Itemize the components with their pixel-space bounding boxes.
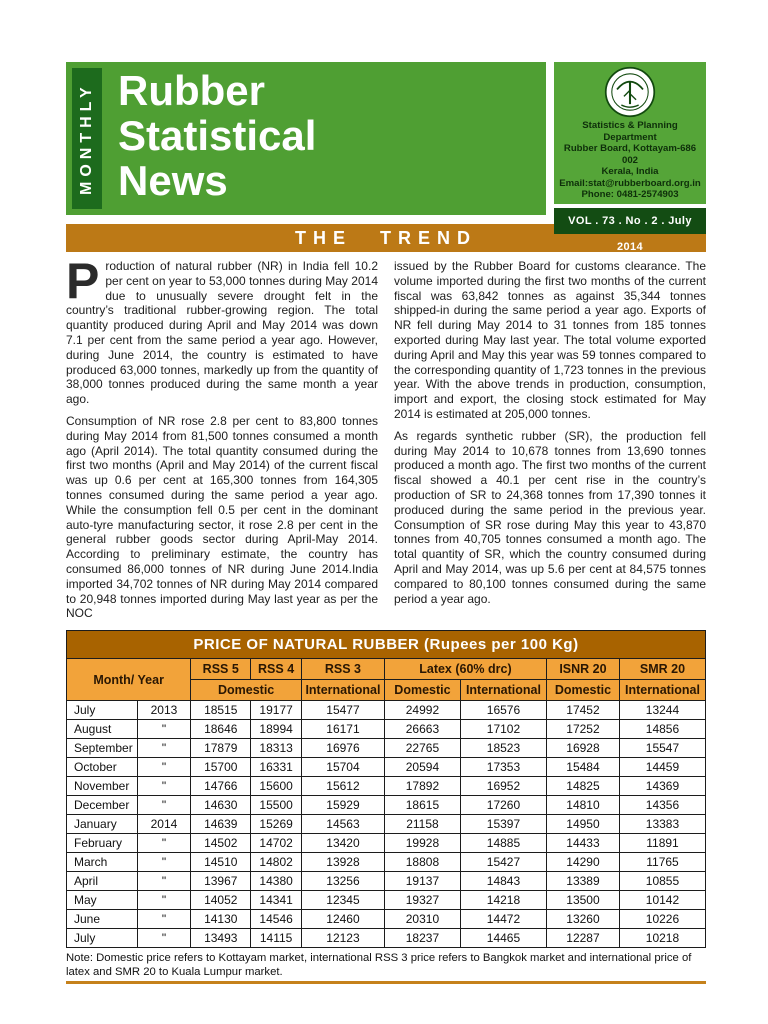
price-table-body bbox=[67, 701, 706, 948]
month-cell: August bbox=[67, 720, 138, 739]
table-row bbox=[67, 739, 706, 758]
price-cell: 12123 bbox=[301, 929, 384, 948]
month-cell: September bbox=[67, 739, 138, 758]
price-cell: 13383 bbox=[619, 815, 705, 834]
price-cell: 16331 bbox=[251, 758, 302, 777]
price-cell: 19327 bbox=[384, 891, 460, 910]
month-cell: June bbox=[67, 910, 138, 929]
price-cell: 13260 bbox=[546, 910, 619, 929]
price-cell: 17892 bbox=[384, 777, 460, 796]
paragraph-text: roduction of natural rubber (NR) in India fell 10.2 per cent on year to 53,000 tonnes during May 2014 due to unusually severe drought felt in the country’s traditional rubber-growing region. The total quantity produced during April and May 2014 was down 7.1 per cent from the same period a year ago. However, during June 2014, the country is estimated to have produced 63,000 tonnes, markedly up from the quantity of 38,000 tonnes produced during the same month a year ago. bbox=[66, 259, 378, 407]
col-header-month-year: Month/ Year bbox=[67, 659, 191, 701]
title-line-1: Rubber bbox=[118, 67, 265, 114]
dropcap-letter: P bbox=[66, 253, 100, 309]
year-cell: " bbox=[137, 872, 191, 891]
col-header-rss5: RSS 5 bbox=[191, 659, 251, 680]
dept-line-1: Statistics & Planning Department bbox=[582, 120, 678, 143]
table-row bbox=[67, 910, 706, 929]
price-cell: 16952 bbox=[460, 777, 546, 796]
year-cell: " bbox=[137, 758, 191, 777]
table-row bbox=[67, 701, 706, 720]
price-cell: 14502 bbox=[191, 834, 251, 853]
price-cell: 12345 bbox=[301, 891, 384, 910]
price-cell: 13244 bbox=[619, 701, 705, 720]
price-cell: 15600 bbox=[251, 777, 302, 796]
table-row bbox=[67, 929, 706, 948]
price-cell: 15269 bbox=[251, 815, 302, 834]
paragraph: issued by the Rubber Board for customs clearance. The volume imported during the first two months of the current fiscal was 63,842 tonnes as against 35,344 tonnes shipped-in during the same period a year ago. Exports of NR fell during May 2014 to 31 tonnes from 185 tonnes exported during May last year. The total volume exported during April and May this year was 59 tonnes compared to the corresponding quantity of 1,723 tonnes in the previous year. With the above trends in production, consumption, import and export, the closing stock estimated for May 2014 is estimated at 205,000 tonnes. bbox=[394, 259, 706, 421]
year-cell: " bbox=[137, 853, 191, 872]
table-note: Note: Domestic price refers to Kottayam market, international RSS 3 price refers to Bangkok market and international price of latex and SMR 20 to Kuala Lumpur market. bbox=[66, 952, 692, 978]
price-cell: 18523 bbox=[460, 739, 546, 758]
trend-column-right bbox=[394, 259, 706, 628]
sub-header-international: International bbox=[619, 680, 705, 701]
newsletter-title bbox=[102, 68, 316, 209]
price-cell: 14950 bbox=[546, 815, 619, 834]
price-cell: 17353 bbox=[460, 758, 546, 777]
price-cell: 13420 bbox=[301, 834, 384, 853]
price-cell: 14459 bbox=[619, 758, 705, 777]
col-header-latex: Latex (60% drc) bbox=[384, 659, 546, 680]
price-cell: 20594 bbox=[384, 758, 460, 777]
sub-header-international: International bbox=[301, 680, 384, 701]
title-line-2: Statistical bbox=[118, 111, 317, 159]
price-cell: 14825 bbox=[546, 777, 619, 796]
paragraph: As regards synthetic rubber (SR), the production fell during May 2014 to 10,678 tonnes from 13,690 tonnes produced a month ago. The first two months of the current fiscal showed a 40.1 per cent rise in the country’s production of SR to 24,368 tonnes from 17,390 tonnes it produced during the same period in the previous year. Consumption of SR rose during May this year to 43,870 tonnes from 40,705 tonnes consumed a month ago. The total quantity of SR, which the country consumed during April and May 2014, was up 5.6 per cent at 84,575 tonnes compared to 80,100 tonnes consumed during the same period a year ago. bbox=[394, 428, 706, 606]
volume-bar: VOL . 73 . No . 2 . July 2014 bbox=[554, 208, 706, 234]
price-cell: 14810 bbox=[546, 796, 619, 815]
price-cell: 19928 bbox=[384, 834, 460, 853]
dept-line-4: Email:stat@rubberboard.org.in bbox=[559, 177, 701, 189]
dept-line-5: Phone: 0481-2574903 bbox=[581, 189, 679, 200]
monthly-label: MONTHLY bbox=[72, 68, 102, 209]
price-cell: 15929 bbox=[301, 796, 384, 815]
price-cell: 15427 bbox=[460, 853, 546, 872]
price-cell: 14472 bbox=[460, 910, 546, 929]
month-cell: February bbox=[67, 834, 138, 853]
price-cell: 14563 bbox=[301, 815, 384, 834]
price-cell: 22765 bbox=[384, 739, 460, 758]
col-header-rss3: RSS 3 bbox=[301, 659, 384, 680]
price-cell: 14630 bbox=[191, 796, 251, 815]
paragraph bbox=[66, 253, 378, 407]
price-cell: 18313 bbox=[251, 739, 302, 758]
price-cell: 14341 bbox=[251, 891, 302, 910]
trend-body bbox=[66, 253, 706, 628]
masthead-banner bbox=[66, 62, 546, 215]
table-row bbox=[67, 872, 706, 891]
price-cell: 14546 bbox=[251, 910, 302, 929]
price-cell: 14290 bbox=[546, 853, 619, 872]
price-cell: 19137 bbox=[384, 872, 460, 891]
price-cell: 14380 bbox=[251, 872, 302, 891]
col-header-isnr20: ISNR 20 bbox=[546, 659, 619, 680]
price-cell: 14433 bbox=[546, 834, 619, 853]
sub-header-domestic: Domestic bbox=[546, 680, 619, 701]
price-cell: 10855 bbox=[619, 872, 705, 891]
month-cell: July bbox=[67, 701, 138, 720]
table-row bbox=[67, 796, 706, 815]
price-cell: 14702 bbox=[251, 834, 302, 853]
price-cell: 14885 bbox=[460, 834, 546, 853]
price-cell: 18237 bbox=[384, 929, 460, 948]
price-cell: 14218 bbox=[460, 891, 546, 910]
dept-line-2: Rubber Board, Kottayam-686 002 bbox=[563, 143, 697, 166]
price-cell: 11891 bbox=[619, 834, 705, 853]
price-cell: 17252 bbox=[546, 720, 619, 739]
sub-header-international: International bbox=[460, 680, 546, 701]
year-cell: 2013 bbox=[137, 701, 191, 720]
price-cell: 14130 bbox=[191, 910, 251, 929]
price-cell: 14510 bbox=[191, 853, 251, 872]
month-cell: March bbox=[67, 853, 138, 872]
table-row bbox=[67, 853, 706, 872]
price-cell: 14766 bbox=[191, 777, 251, 796]
month-cell: July bbox=[67, 929, 138, 948]
table-row bbox=[67, 834, 706, 853]
price-cell: 15397 bbox=[460, 815, 546, 834]
price-cell: 10142 bbox=[619, 891, 705, 910]
price-cell: 10226 bbox=[619, 910, 705, 929]
price-cell: 21158 bbox=[384, 815, 460, 834]
price-cell: 13967 bbox=[191, 872, 251, 891]
table-row bbox=[67, 720, 706, 739]
paragraph: Consumption of NR rose 2.8 per cent to 83,800 tonnes during May 2014 from 81,500 tonnes consumed a month ago (April 2014). The total quantity consumed during the first two months (April and May 2014) of the current fiscal was up 0.6 per cent at 165,300 tonnes from 164,305 tonnes consumed during the same period a year ago. While the consumption fell 0.5 per cent in the dominant auto-tyre manufacturing sector, it rose 2.8 per cent in the general rubber goods sector during April-May 2014. According to preliminary estimate, the country has consumed 86,000 tonnes of NR during June 2014.India imported 34,702 tonnes of NR during May 2014 compared to 20,948 tonnes imported during May last year as per the NOC bbox=[66, 413, 378, 621]
col-header-rss4: RSS 4 bbox=[251, 659, 302, 680]
year-cell: " bbox=[137, 891, 191, 910]
price-cell: 18646 bbox=[191, 720, 251, 739]
price-cell: 15547 bbox=[619, 739, 705, 758]
price-cell: 14465 bbox=[460, 929, 546, 948]
price-cell: 16171 bbox=[301, 720, 384, 739]
price-cell: 11765 bbox=[619, 853, 705, 872]
price-cell: 18808 bbox=[384, 853, 460, 872]
price-cell: 18515 bbox=[191, 701, 251, 720]
year-cell: 2014 bbox=[137, 815, 191, 834]
price-cell: 14115 bbox=[251, 929, 302, 948]
masthead-right bbox=[554, 62, 706, 253]
sub-header-domestic: Domestic bbox=[191, 680, 302, 701]
price-table bbox=[66, 630, 706, 948]
price-cell: 17102 bbox=[460, 720, 546, 739]
trend-column-left bbox=[66, 253, 378, 628]
price-cell: 15612 bbox=[301, 777, 384, 796]
month-cell: April bbox=[67, 872, 138, 891]
price-cell: 14369 bbox=[619, 777, 705, 796]
section-heading-trend: THE TREND bbox=[66, 224, 706, 252]
price-cell: 14802 bbox=[251, 853, 302, 872]
price-cell: 15477 bbox=[301, 701, 384, 720]
month-cell: January bbox=[67, 815, 138, 834]
department-box bbox=[554, 62, 706, 204]
price-cell: 14356 bbox=[619, 796, 705, 815]
page-content bbox=[66, 62, 706, 984]
price-cell: 16976 bbox=[301, 739, 384, 758]
table-row bbox=[67, 777, 706, 796]
month-cell: December bbox=[67, 796, 138, 815]
price-cell: 12460 bbox=[301, 910, 384, 929]
price-cell: 14639 bbox=[191, 815, 251, 834]
year-cell: " bbox=[137, 739, 191, 758]
col-header-smr20: SMR 20 bbox=[619, 659, 705, 680]
year-cell: " bbox=[137, 910, 191, 929]
price-cell: 13493 bbox=[191, 929, 251, 948]
price-cell: 14843 bbox=[460, 872, 546, 891]
price-cell: 13928 bbox=[301, 853, 384, 872]
month-cell: May bbox=[67, 891, 138, 910]
dept-line-3: Kerala, India bbox=[601, 166, 659, 177]
month-cell: November bbox=[67, 777, 138, 796]
price-cell: 15700 bbox=[191, 758, 251, 777]
price-cell: 15484 bbox=[546, 758, 619, 777]
year-cell: " bbox=[137, 834, 191, 853]
price-cell: 12287 bbox=[546, 929, 619, 948]
year-cell: " bbox=[137, 720, 191, 739]
price-cell: 19177 bbox=[251, 701, 302, 720]
table-row bbox=[67, 891, 706, 910]
month-cell: October bbox=[67, 758, 138, 777]
title-line-3: News bbox=[118, 156, 228, 204]
footer-rule bbox=[66, 981, 706, 984]
price-cell: 20310 bbox=[384, 910, 460, 929]
year-cell: " bbox=[137, 796, 191, 815]
table-row bbox=[67, 815, 706, 834]
price-cell: 14856 bbox=[619, 720, 705, 739]
year-cell: " bbox=[137, 929, 191, 948]
rubber-board-logo-icon bbox=[604, 66, 656, 118]
price-cell: 17452 bbox=[546, 701, 619, 720]
price-cell: 10218 bbox=[619, 929, 705, 948]
price-cell: 16576 bbox=[460, 701, 546, 720]
price-cell: 17879 bbox=[191, 739, 251, 758]
price-cell: 26663 bbox=[384, 720, 460, 739]
sub-header-domestic: Domestic bbox=[384, 680, 460, 701]
price-cell: 18615 bbox=[384, 796, 460, 815]
year-cell: " bbox=[137, 777, 191, 796]
price-cell: 13500 bbox=[546, 891, 619, 910]
price-cell: 17260 bbox=[460, 796, 546, 815]
price-cell: 18994 bbox=[251, 720, 302, 739]
price-table-title: PRICE OF NATURAL RUBBER (Rupees per 100 Kg) bbox=[67, 631, 706, 659]
price-cell: 13389 bbox=[546, 872, 619, 891]
table-row bbox=[67, 758, 706, 777]
price-cell: 15704 bbox=[301, 758, 384, 777]
price-cell: 15500 bbox=[251, 796, 302, 815]
price-cell: 13256 bbox=[301, 872, 384, 891]
price-cell: 16928 bbox=[546, 739, 619, 758]
price-cell: 24992 bbox=[384, 701, 460, 720]
price-cell: 14052 bbox=[191, 891, 251, 910]
